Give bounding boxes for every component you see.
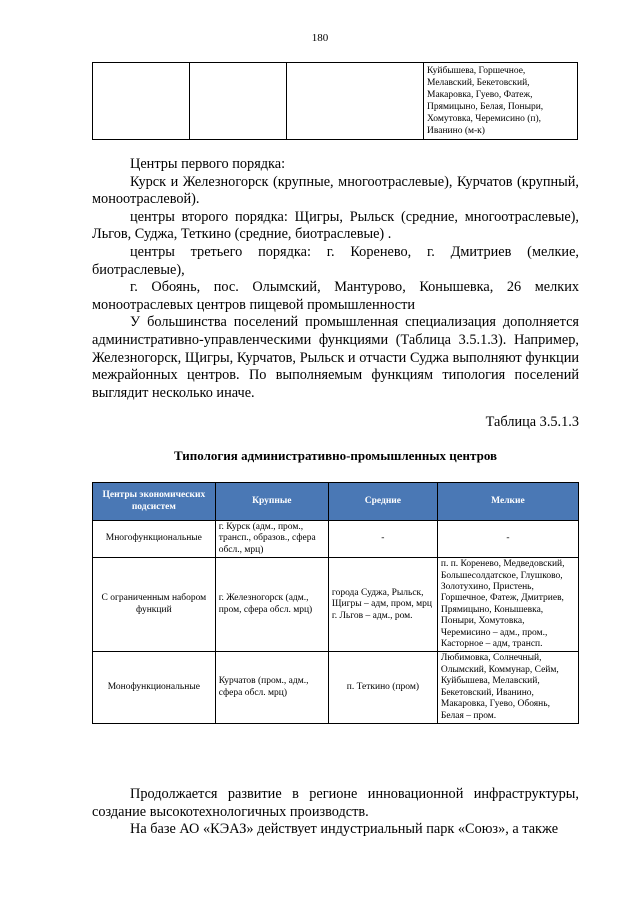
paragraph: Курск и Железногорск (крупные, многоотраслевые), Курчатов (крупный, моноотраслевой).: [92, 173, 579, 208]
table-cell: города Суджа, Рыльск, Щигры – адм, пром, мрц г. Льгов – адм., ром.: [328, 558, 437, 652]
body-text: [92, 156, 579, 402]
table-cell: [190, 63, 287, 140]
column-header: Средние: [328, 483, 437, 521]
table-cell: Многофункциональные: [93, 521, 216, 558]
table-cell: [287, 63, 424, 140]
paragraph: центры третьего порядка: г. Коренево, г. Дмитриев (мелкие, биотраслевые),: [92, 243, 579, 278]
page-number: 180: [311, 32, 329, 44]
table-cell: -: [328, 521, 437, 558]
table-cell: г. Курск (адм., пром., трансп., образов., сфера обсл., мрц): [215, 521, 328, 558]
column-header: Мелкие: [437, 483, 578, 521]
table-row: [93, 63, 578, 140]
continued-table: [92, 62, 578, 140]
column-header: Крупные: [215, 483, 328, 521]
table-cell: п. п. Коренево, Медведовский, Большесолдатское, Глушково, Золотухино, Пристень, Горшечное, Фатеж, Дмитриев, Прямицыно, Конышевка, Поныри, Хомутовка, Черемисино – адм., пром., Касторное – адм, трансп.: [437, 558, 578, 652]
table-row: [93, 652, 579, 723]
table-caption: Таблица 3.5.1.3: [485, 414, 579, 430]
table-cell: Монофункциональные: [93, 652, 216, 723]
table-title: Типология административно-промышленных центров: [173, 448, 498, 463]
table-header-row: [93, 483, 579, 521]
typology-table: [92, 482, 579, 724]
paragraph: Центры первого порядка:: [130, 156, 286, 172]
paragraph: У большинства поселений промышленная специализация дополняется административно-управленческими функциями (Таблица 3.5.1.3). Например, Железногорск, Щигры, Курчатов, Рыльск и отчасти Суджа выполняют функции межрайонных центров. По выполняемым функциям типология поселений выглядит несколько иначе.: [92, 314, 579, 401]
table-cell: г. Железногорск (адм., пром, сфера обсл. мрц): [215, 558, 328, 652]
paragraph: г. Обоянь, пос. Олымский, Мантурово, Конышевка, 26 мелких моноотраслевых центров пищевой промышленности: [92, 279, 579, 313]
table-cell: -: [437, 521, 578, 558]
paragraph: На базе АО «КЭАЗ» действует индустриальный парк «Союз», а также: [130, 821, 559, 838]
table-cell: С ограниченным набором функций: [93, 558, 216, 652]
table-cell: [93, 63, 190, 140]
table-cell: п. Теткино (пром): [328, 652, 437, 723]
column-header: Центры экономических подсистем: [93, 483, 216, 521]
paragraph: Продолжается развитие в регионе инновационной инфраструктуры, создание высокотехнологичных производств.: [92, 786, 579, 820]
table-cell: Куйбышева, Горшечное, Мелавский, Бекетовский, Макаровка, Гуево, Фатеж, Прямицыно, Белая, Поныри, Хомутовка, Черемисино (п), Иванино (м-к): [424, 63, 578, 140]
body-text-bottom: [92, 786, 579, 839]
table-cell: Любимовка, Солнечный, Олымский, Коммунар, Сейм, Куйбышева, Мелавский, Бекетовский, Иванино, Макаровка, Гуево, Обоянь, Белая – пром.: [437, 652, 578, 723]
table-row: [93, 558, 579, 652]
paragraph: центры второго порядка: Щигры, Рыльск (средние, многоотраслевые), Льгов, Суджа, Теткино (средние, биотраслевые) .: [92, 208, 579, 243]
table-row: [93, 521, 579, 558]
table-cell: Курчатов (пром., адм., сфера обсл. мрц): [215, 652, 328, 723]
